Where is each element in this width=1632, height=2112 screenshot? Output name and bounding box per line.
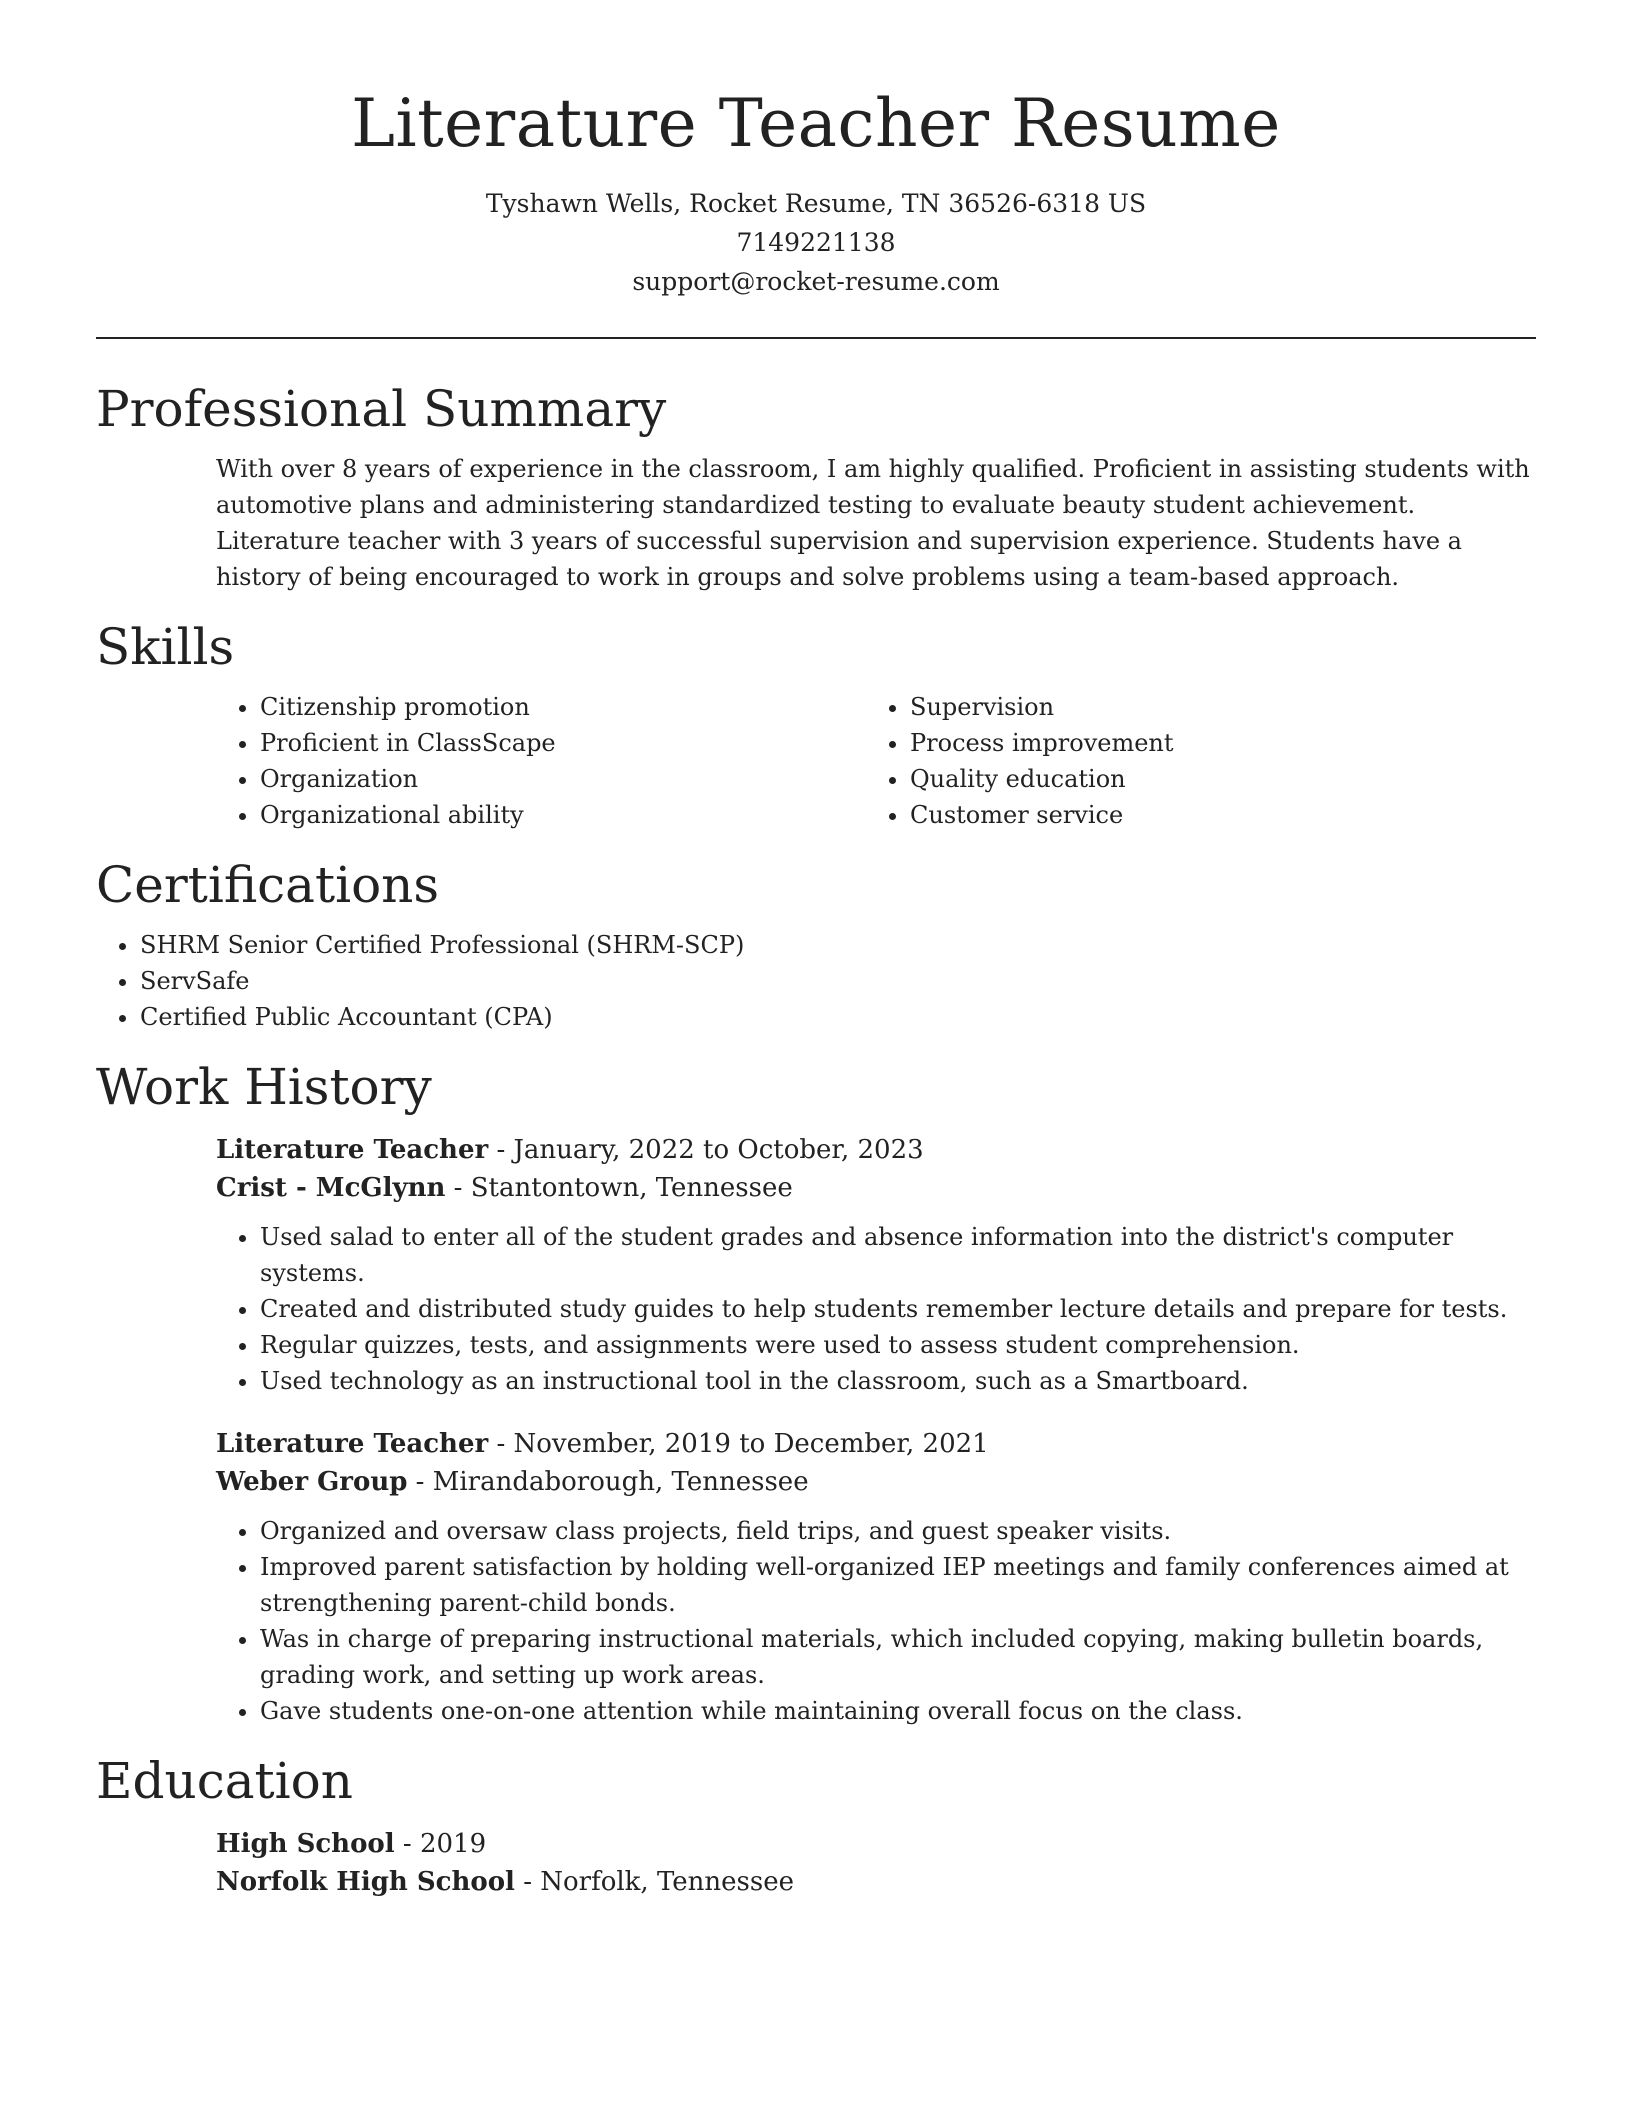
education-year: - 2019 bbox=[394, 1828, 487, 1859]
contact-phone: 7149221138 bbox=[736, 227, 896, 257]
job-company: Crist - McGlynn bbox=[216, 1172, 446, 1203]
education-section bbox=[96, 1751, 1536, 1901]
education-school-line bbox=[216, 1863, 1536, 1901]
certifications-section bbox=[96, 855, 1536, 1035]
job-entry bbox=[216, 1425, 1536, 1729]
job-bullet: • Used technology as an instructional tool in the classroom, such as a Smartboard. bbox=[260, 1363, 1536, 1399]
job-company: Weber Group bbox=[216, 1466, 408, 1497]
header-divider bbox=[96, 337, 1536, 339]
skill-item: • Quality education bbox=[910, 761, 1516, 797]
certification-item: • ServSafe bbox=[140, 963, 1536, 999]
certification-item: • SHRM Senior Certified Professional (SHRM-SCP) bbox=[140, 927, 1536, 963]
contact-block bbox=[96, 184, 1536, 301]
certification-item: • Certified Public Accountant (CPA) bbox=[140, 999, 1536, 1035]
job-dates: - November, 2019 to December, 2021 bbox=[488, 1428, 989, 1459]
job-company-line bbox=[216, 1463, 1536, 1501]
skills-column-right bbox=[866, 677, 1516, 833]
skill-item: • Organization bbox=[260, 761, 866, 797]
job-title-line bbox=[216, 1425, 1536, 1463]
education-school: Norfolk High School bbox=[216, 1866, 515, 1897]
work-history-heading: Work History bbox=[96, 1057, 432, 1116]
education-entry bbox=[216, 1825, 1536, 1901]
education-degree: High School bbox=[216, 1828, 395, 1859]
job-bullet: • Organized and oversaw class projects, field trips, and guest speaker visits. bbox=[260, 1513, 1536, 1549]
certifications-list bbox=[96, 927, 1536, 1035]
job-bullet: • Used salad to enter all of the student grades and absence information into the district's computer systems. bbox=[260, 1219, 1536, 1291]
job-bullets bbox=[216, 1513, 1536, 1729]
contact-address: Tyshawn Wells, Rocket Resume, TN 36526-6318 US bbox=[485, 188, 1147, 218]
resume-title: Literature Teacher Resume bbox=[351, 85, 1281, 162]
skill-item: • Proficient in ClassScape bbox=[260, 725, 866, 761]
skills-grid bbox=[216, 677, 1536, 833]
job-company-line bbox=[216, 1169, 1536, 1207]
contact-email: support@rocket-resume.com bbox=[632, 266, 1000, 296]
skills-list-left bbox=[216, 689, 866, 833]
job-bullet: • Created and distributed study guides to help students remember lecture details and prepare for tests. bbox=[260, 1291, 1536, 1327]
skills-list-right bbox=[866, 689, 1516, 833]
skill-item: • Citizenship promotion bbox=[260, 689, 866, 725]
skills-section bbox=[96, 617, 1536, 833]
job-bullets bbox=[216, 1219, 1536, 1399]
education-degree-line bbox=[216, 1825, 1536, 1863]
skill-item: • Process improvement bbox=[910, 725, 1516, 761]
work-history-section bbox=[96, 1057, 1536, 1729]
job-bullet: • Regular quizzes, tests, and assignments were used to assess student comprehension. bbox=[260, 1327, 1536, 1363]
resume-header bbox=[96, 0, 1536, 301]
skills-heading: Skills bbox=[96, 617, 235, 676]
job-title-line bbox=[216, 1131, 1536, 1169]
summary-heading: Professional Summary bbox=[96, 379, 667, 438]
skill-item: • Organizational ability bbox=[260, 797, 866, 833]
job-title: Literature Teacher bbox=[216, 1134, 489, 1165]
education-location: - Norfolk, Tennessee bbox=[514, 1866, 795, 1897]
job-bullet: • Was in charge of preparing instructional materials, which included copying, making bulletin boards, grading work, and setting up work areas. bbox=[260, 1621, 1536, 1693]
job-dates: - January, 2022 to October, 2023 bbox=[488, 1134, 924, 1165]
job-bullet: • Improved parent satisfaction by holding well-organized IEP meetings and family conferences aimed at strengthening parent-child bonds. bbox=[260, 1549, 1536, 1621]
job-location: - Stantontown, Tennessee bbox=[445, 1172, 793, 1203]
job-title: Literature Teacher bbox=[216, 1428, 489, 1459]
job-bullet: • Gave students one-on-one attention while maintaining overall focus on the class. bbox=[260, 1693, 1536, 1729]
education-heading: Education bbox=[96, 1751, 353, 1810]
certifications-heading: Certifications bbox=[96, 855, 440, 914]
summary-section bbox=[96, 379, 1536, 595]
summary-text: With over 8 years of experience in the classroom, I am highly qualified. Proficient in assisting students with automotive plans and administering standardized testing to evaluate beauty student achievement. Literature teacher with 3 years of successful supervision and supervision experience. Students have a history of being encouraged to work in groups and solve problems using a team-based approach. bbox=[216, 454, 1530, 591]
skill-item: • Customer service bbox=[910, 797, 1516, 833]
job-location: - Mirandaborough, Tennessee bbox=[407, 1466, 809, 1497]
skills-column-left bbox=[216, 677, 866, 833]
job-entry bbox=[216, 1131, 1536, 1399]
skill-item: • Supervision bbox=[910, 689, 1516, 725]
